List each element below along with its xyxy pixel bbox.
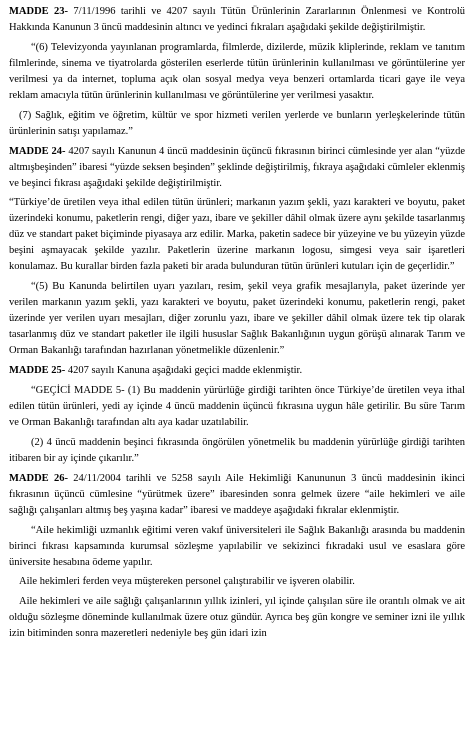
article-25-text: 4207 sayılı Kanuna aşağıdaki geçici madde eklenmiştir. — [65, 365, 303, 377]
article-24-fifth-paragraph: “(5) Bu Kanunda belirtilen uyarı yazıları, resim, şekil veya grafik mesajlarıyla, paket üzerinde yer verilen markanın yazım şekli, yazı karakteri ve boyutu, paket üzerindeki konumu, paketlerin rengi, paket üzerinde yer verilen uyarı mesajları, diğer zorunlu yazı, ibare ve şekiller dâhil olmak üzere tek tip olarak tasarlanmış düz ve standart paketler ile ilgili hususlar Sağlık Bakanlığının uygun görüşü alınarak Tarım ve Orman Bakanlığı tarafından hazırlanan yönetmelikle düzenlenir.” — [9, 281, 465, 357]
article-23-heading: MADDE 23- — [9, 6, 68, 17]
article-26-heading: MADDE 26- — [9, 472, 68, 484]
paragraph-7-quote: (7) Sağlık, eğitim ve öğretim, kültür ve spor hizmeti verilen yerlerde ve bunların yerleşkelerinde tütün ürünlerinin satışı yapılamaz.” — [9, 109, 465, 137]
article-25-heading: MADDE 25- — [9, 365, 66, 377]
provisional-article-5-first: “GEÇİCİ MADDE 5- (1) Bu maddenin yürürlüğe girdiği tarihten önce Türkiye’de üretilen veya ithal edilen tütün ürünleri, yedi ay içinde 4 üncü maddenin üçüncü fıkrasına uygun hâle getirilir. Bu süre Tarım ve Orman Bakanlığı tarafından altı aya kadar uzatılabilir. — [9, 384, 465, 428]
article-26-university-contract: “Aile hekimliği uzmanlık eğitimi veren vakıf üniversiteleri ile Sağlık Bakanlığı arasında bu maddenin birinci fıkrası kapsamında kurumsal sözleşme yapılabilir ve sekizinci fıkradaki usul ve esaslara göre üniversite hesabına ödeme yapılır. — [9, 524, 465, 568]
provisional-article-5-second: (2) 4 üncü maddenin beşinci fıkrasında öngörülen yönetmelik bu maddenin yürürlüğe girdiği tarihten itibaren bir ay içinde çıkarılır.” — [9, 436, 465, 464]
article-26-text: 24/11/2004 tarihli ve 5258 sayılı Aile Hekimliği Kanununun 3 üncü maddesinin ikinci fıkrasının üçüncü cümlesine “yürütmek üzere” ibaresinden sonra gelmek üzere “aile hekimleri ve aile sağlığı çalışanları altmış beş yaşına kadar” ibaresi ve maddeye aşağıdaki fıkralar eklenmiştir. — [9, 472, 465, 516]
article-24-paragraph — [9, 144, 465, 192]
article-26-paragraph — [9, 471, 465, 519]
article-26-staff-employment: Aile hekimleri ferden veya müştereken personel çalıştırabilir ve işveren olabilir. — [19, 576, 355, 588]
article-25-paragraph — [9, 363, 465, 379]
article-24-heading: MADDE 24- — [9, 145, 66, 157]
article-24-text: 4207 sayılı Kanunun 4 üncü maddesinin üçüncü fıkrasının birinci cümlesinde yer alan “yüzde altmışbeşinden” ibaresi “yüzde seksen beşinden” şeklinde değiştirilmiş, fıkraya aşağıdaki cümleler eklenmiş ve beşinci fıkrası aşağıdaki şekilde değiştirilmiştir. — [9, 145, 465, 189]
article-23-paragraph — [9, 4, 465, 36]
article-26-annual-leave: Aile hekimleri ve aile sağlığı çalışanlarının yıllık izinleri, yıl içinde çalışılan süre ile orantılı olmak ve ait olduğu sözleşme döneminde kullanılmak üzere otuz gündür. Ayrıca beş gün kongre ve seminer izni ile yıllık izin bitiminden sonra mazeretleri nedeniyle beş gün idari izin — [9, 596, 465, 640]
article-24-added-sentences: “Türkiye’de üretilen veya ithal edilen tütün ürünleri; markanın yazım şekli, yazı karakteri ve boyutu, paket üzerindeki konumu, paketlerin rengi, diğer yazı, ibare ve şekiller dâhil olmak üzere aynı şekilde tasarlanmış düz ve standart paket biçiminde piyasaya arz edilir. Marka, paketin sadece bir yüzeyine ve bu yüzeyin yüzde beşini aşmayacak şekilde yazılır. Paketlerin üzerine markanın logosu, simgesi veya sair işaretleri konulamaz. Bu kurallar birden fazla paketi bir arada bulunduran tütün ürünleri kutuları için de geçerlidir.” — [9, 197, 465, 273]
article-23-text: 7/11/1996 tarihli ve 4207 sayılı Tütün Ürünlerinin Zararlarının Önlenmesi ve Kontrolü Hakkında Kanunun 3 üncü maddesinin altıncı ve yedinci fıkraları aşağıdaki şekilde değiştirilmiştir. — [9, 6, 465, 33]
paragraph-6-quote: “(6) Televizyonda yayınlanan programlarda, filmlerde, dizilerde, müzik kliplerinde, reklam ve tanıtım filmlerinde, sinema ve tiyatrolarda gösterilen eserlerde tütün ürünlerinin kullanılması ve görüntülerine yer verilmesi ya da internet, topluma açık olan sosyal medya veya benzeri ortamlarda ticari gaye ile veya reklam amacıyla tütün ürünlerinin kullanılması ve görüntülerine yer verilmesi yasaktır. — [9, 41, 465, 101]
